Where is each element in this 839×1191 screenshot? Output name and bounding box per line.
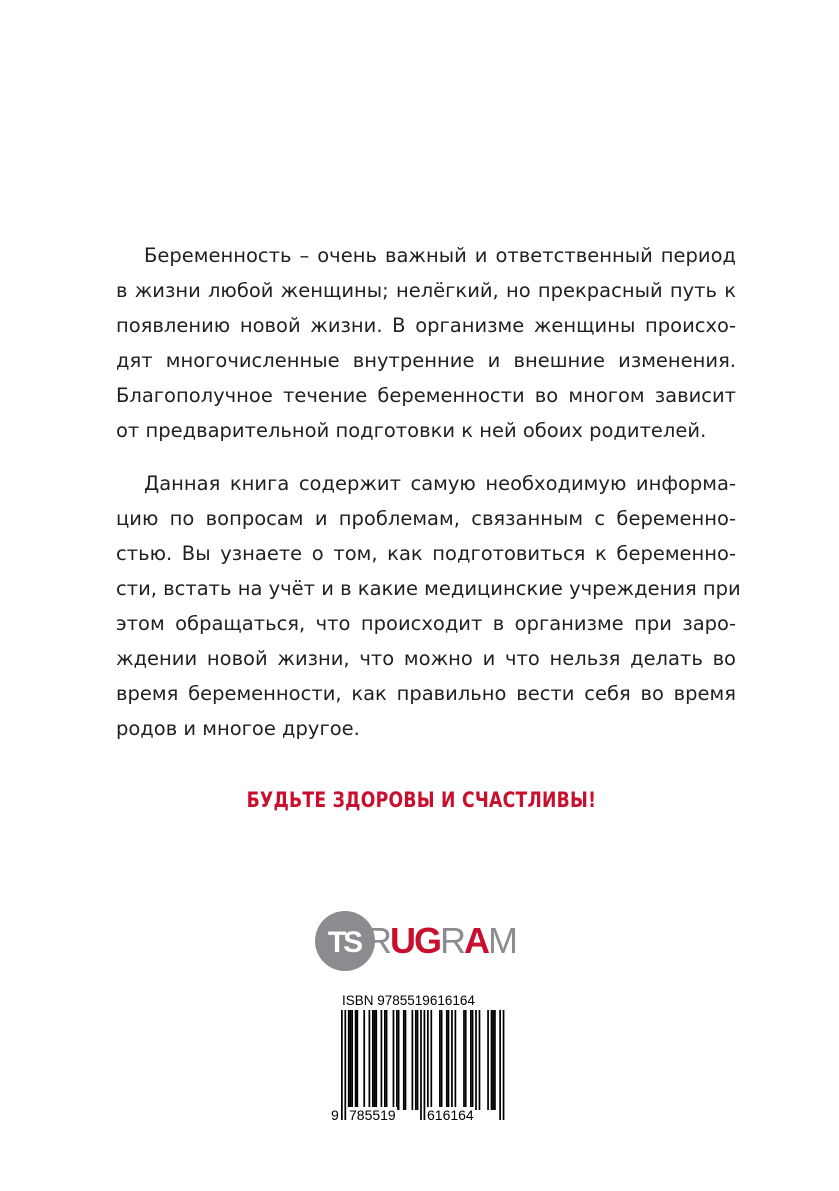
barcode-bar	[374, 1010, 376, 1110]
barcode-bar	[417, 1010, 419, 1110]
barcode-bar	[398, 1010, 400, 1110]
barcode-bar	[405, 1010, 407, 1110]
text-line: в жизни любой женщины; нелёгкий, но прекрасный путь к	[116, 279, 736, 302]
barcode-bar	[475, 1010, 477, 1110]
isbn-barcode	[330, 993, 508, 1133]
barcode-bar	[492, 1010, 494, 1110]
barcode-bar	[491, 1010, 493, 1110]
text-line: от предварительной подготовки к ней обоих родителей.	[116, 419, 707, 442]
barcode-bar	[479, 1010, 481, 1110]
text-line: цию по вопросам и проблемам, связанным с беременно-	[116, 507, 736, 530]
text-line: появлению новой жизни. В организме женщины происхо-	[116, 314, 736, 337]
barcode-bar	[441, 1010, 443, 1110]
barcode-bar	[487, 1010, 489, 1110]
barcode-bar	[470, 1010, 472, 1110]
barcode-bar	[430, 1010, 432, 1110]
barcode-bar	[348, 1010, 350, 1110]
barcode-bar	[499, 1010, 501, 1120]
text-line: Данная книга содержит самую необходимую информа-	[144, 472, 736, 495]
barcode-digit-group: 785519	[349, 1107, 396, 1123]
barcode-bar	[344, 1010, 346, 1120]
text-line: сти, встать на учёт и в какие медицинские учреждения при	[116, 577, 741, 600]
text-line: этом обращаться, что происходит в организме при заро-	[116, 612, 736, 635]
text-line: стью. Вы узнаете о том, как подготовиться к беременно-	[116, 542, 736, 565]
barcode-digit-group: 9	[331, 1107, 339, 1123]
barcode-digit-group: 616164	[427, 1107, 474, 1123]
slogan: БУДЬТЕ ЗДОРОВЫ И СЧАСТЛИВЫ!	[246, 788, 597, 812]
barcode-bar	[451, 1010, 453, 1110]
text-line: дят многочисленные внутренние и внешние изменения.	[116, 349, 736, 372]
barcode-bar	[381, 1010, 383, 1110]
wordmark-letter: R	[440, 920, 465, 961]
barcode-bar	[503, 1010, 505, 1120]
barcode-bar	[372, 1010, 374, 1110]
publisher-logo	[314, 910, 526, 972]
barcode-bars	[330, 1010, 508, 1120]
barcode-bar	[455, 1010, 457, 1110]
barcode-bar	[384, 1010, 386, 1110]
barcode-bar	[494, 1010, 496, 1110]
barcode-bar	[396, 1010, 398, 1110]
wordmark-letter: A	[464, 920, 489, 961]
text-line: Беременность – очень важный и ответственный период	[144, 244, 736, 267]
barcode-bar	[369, 1010, 371, 1110]
barcode-bar	[465, 1010, 467, 1110]
wordmark-letter: U	[390, 920, 414, 961]
barcode-bar	[375, 1010, 377, 1110]
barcode-bar	[472, 1010, 474, 1110]
barcode-bar	[439, 1010, 441, 1110]
barcode-bar	[363, 1010, 365, 1110]
barcode-bar	[415, 1010, 417, 1110]
barcode-bar	[355, 1010, 357, 1110]
isbn-label: ISBN 9785519616164	[342, 993, 475, 1008]
barcode-bar	[386, 1010, 388, 1110]
barcode-bar	[356, 1010, 358, 1110]
barcode-bar	[448, 1010, 450, 1110]
barcode-bar	[412, 1010, 414, 1110]
svg-text:TS: TS	[327, 926, 361, 959]
text-line: родов и многое другое.	[116, 717, 360, 740]
wordmark-letter: G	[414, 920, 441, 961]
publisher-wordmark	[366, 921, 516, 961]
paragraph-intro	[116, 238, 736, 448]
barcode-bar	[446, 1010, 448, 1110]
wordmark-letter: M	[488, 920, 517, 961]
barcode-bar	[463, 1010, 465, 1110]
wordmark-letter: R	[366, 920, 390, 961]
barcode-bar	[424, 1010, 426, 1120]
description-text	[116, 238, 741, 764]
barcode-bar	[420, 1010, 422, 1120]
barcode-bar	[427, 1010, 429, 1110]
barcode-bar	[393, 1010, 395, 1110]
barcode-bar	[341, 1010, 343, 1120]
text-line: время беременности, как правильно вести себя во время	[116, 682, 736, 705]
paragraph-contents	[116, 466, 741, 746]
barcode-bar	[350, 1010, 352, 1110]
barcode-bar	[351, 1010, 353, 1110]
text-line: ждении новой жизни, что можно и что нельзя делать во	[116, 647, 736, 670]
barcode-bar	[403, 1010, 405, 1110]
text-line: Благополучное течение беременности во многом зависит	[116, 384, 736, 407]
